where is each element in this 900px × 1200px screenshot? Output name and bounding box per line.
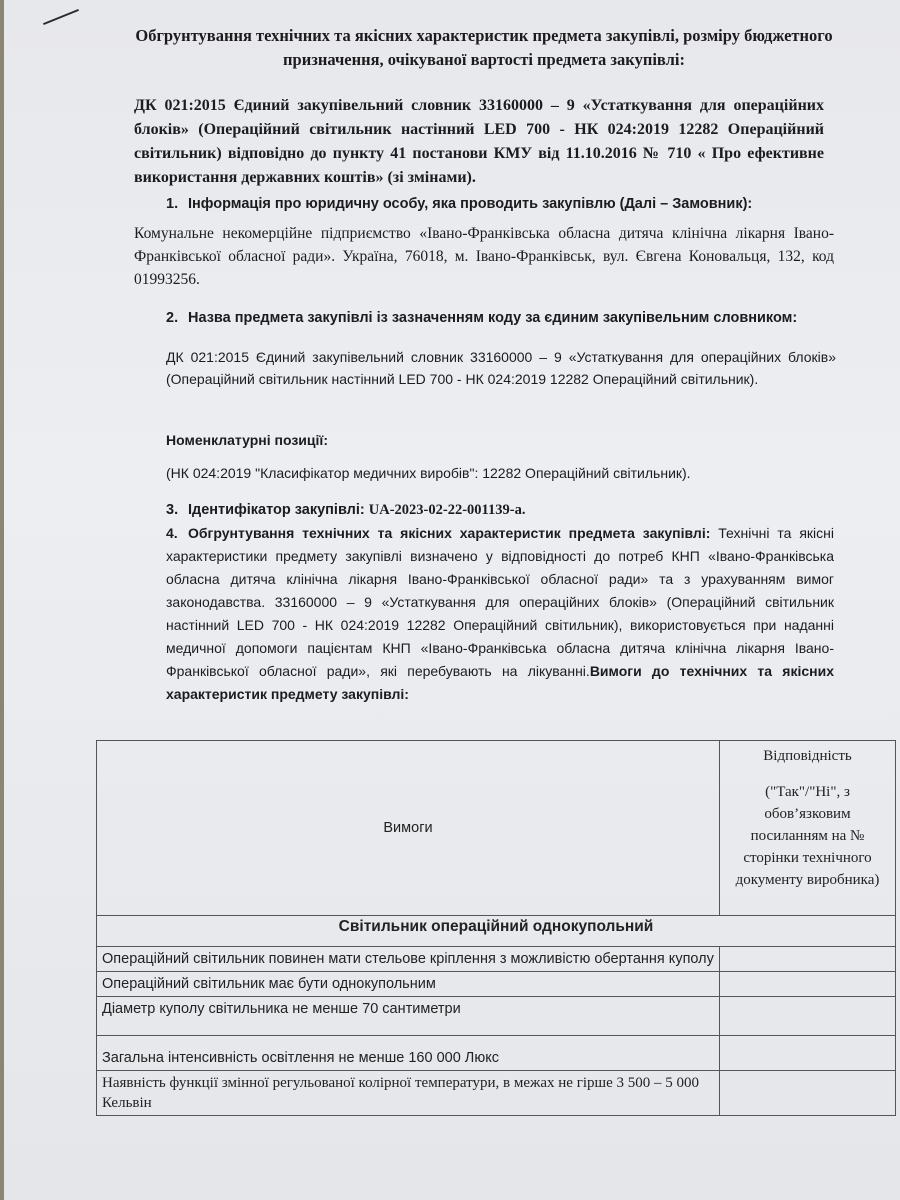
column-requirements-header: Вимоги — [97, 741, 720, 916]
section-2-text: ДК 021:2015 Єдиний закупівельний словник 33160000 – 9 «Устаткування для операційних блоків» (Операційний світильник настінний LED 700 - НК 024:2019 12282 Операційний світильник). — [166, 349, 836, 387]
requirement-cell: Операційний світильник повинен мати стельове кріплення з можливістю обертання куполу — [97, 947, 720, 972]
table-row — [97, 1036, 896, 1071]
table-row — [97, 997, 896, 1036]
compliance-cell — [720, 997, 896, 1036]
table-section-title: Світильник операційний однокупольний — [97, 916, 896, 947]
section-4-block: 4. Обгрунтування технічних та якісних характеристик предмета закупівлі: Технічні та якісні характеристики предмету закупівлі визначено у відповідності до потреб КНП «Івано-Франківська обласна дитяча клінічна лікарня Івано-Франківської обласної ради» та з урахуванням вимог законодавства. 33160000 – 9 «Устаткування для операційних блоків» (Операційний світильник настінний LED 700 - НК 024:2019 12282 Операційний світильник), використовується при наданні медичної допомоги пацієнтам КНП «Івано-Франківська обласна дитяча клінічна лікарня Івано-Франківської обласної ради», які перебувають на лікуванні.Вимоги до технічних та якісних характеристик предмету закупівлі: — [166, 525, 835, 702]
section-1-text: Комунальне некомерційне підприємство «Івано-Франківська обласна дитяча клінічна лікарня Івано-Франківської обласної ради». Україна, 76018, м. Івано-Франківськ, вул. Євгена Коновальця, 132, код 01993256. — [134, 225, 834, 288]
table-row — [97, 947, 896, 972]
section-3-identifier: 3. Ідентифікатор закупівлі: UA-2023-02-22-001139-a. — [166, 502, 526, 518]
table-row — [97, 1071, 896, 1116]
compliance-cell — [720, 1071, 896, 1116]
requirement-cell: Загальна інтенсивність освітлення не менше 160 000 Люкс — [97, 1036, 720, 1071]
column-compliance-header — [720, 741, 896, 916]
requirement-cell: Діаметр куполу світильника не менше 70 сантиметри — [97, 997, 720, 1036]
pen-mark — [43, 9, 79, 25]
document-intro: ДК 021:2015 Єдиний закупівельний словник 33160000 – 9 «Устаткування для операційних блоків» (Операційний світильник настінний LED 700 - НК 024:2019 12282 Операційний світильник) відповідно до пункту 41 постанови КМУ від 11.10.2016 № 710 « Про ефективне використання державних коштів» (зі змінами). — [134, 97, 824, 186]
table-section-row — [97, 916, 896, 947]
compliance-note: ("Так"/"Ні", з обов’язковим посиланням на № сторінки технічного документу виробника) — [735, 784, 880, 888]
section-1-heading: 1. Інформація про юридичну особу, яка проводить закупівлю (Далі – Замовник): — [166, 196, 753, 212]
nomenclature-text: (НК 024:2019 "Класифікатор медичних виробів": 12282 Операційний світильник). — [166, 465, 691, 481]
nomenclature-label: Номенклатурні позиції: — [166, 432, 329, 448]
document-title: Обгрунтування технічних та якісних характеристик предмета закупівлі, розміру бюджетного призначення, очікуваної вартості предмета закупівлі: — [135, 26, 833, 69]
compliance-cell — [720, 947, 896, 972]
compliance-title: Відповідність — [763, 748, 852, 764]
requirement-cell: Операційний світильник має бути однокупольним — [97, 972, 720, 997]
table-header-row — [97, 741, 896, 916]
requirement-cell: Наявність функції змінної регульованої колірної температури, в межах не гірше 3 500 – 5 000 Кельвін — [97, 1071, 720, 1116]
compliance-cell — [720, 1036, 896, 1071]
requirements-table — [96, 740, 896, 1116]
document-page — [4, 0, 900, 1200]
section-2-heading: 2. Назва предмета закупівлі із зазначенням коду за єдиним закупівельним словником: — [166, 310, 798, 326]
table-row — [97, 972, 896, 997]
compliance-cell — [720, 972, 896, 997]
